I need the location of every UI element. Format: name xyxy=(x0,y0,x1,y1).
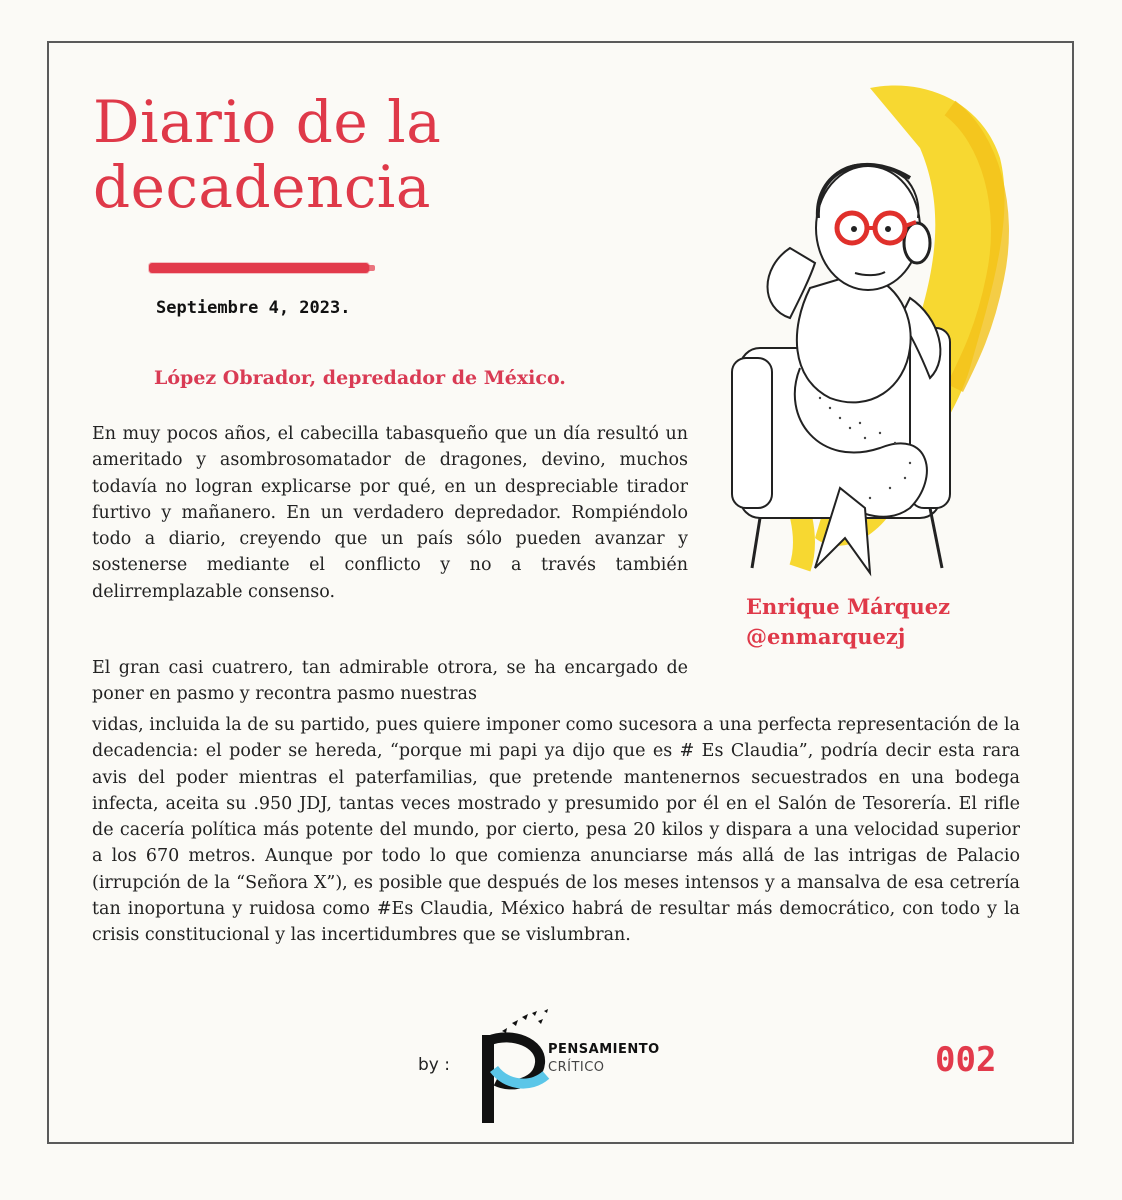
by-label: by : xyxy=(418,1055,450,1075)
title-line-2: decadencia xyxy=(93,152,431,221)
paragraph-1: En muy pocos años, el cabecilla tabasqueño que un día resultó un ameritado y asombrosomatador de dragones, devino, muchos todavía no logran explicarse por qué, en un despreciable tirador furtivo y mañanero. En un verdadero depredador. Rompiéndolo todo a diario, creyendo que un país sólo pueden avanzar y sostenerse mediante el conflicto y no a través también delirremplazable consenso. xyxy=(92,424,688,602)
paragraph-3: vidas, incluida la de su partido, pues quiere imponer como sucesora a una perfecta representación de la decadencia: el poder se hereda, “porque mi papi ya dijo que es # Es Claudia”, podría decir esta rara avis del poder mientras el paterfamilias, que pretende mantenernos secuestrados en una bodega infecta, aceita su .950 JDJ, tantas veces mostrado y presumido por él en el Salón de Tesorería. El rifle de cacería política más potente del mundo, por cierto, pesa 20 kilos y dispara a una velocidad superior a los 670 metros. Aunque por todo lo que comienza anunciarse más allá de las intrigas de Palacio (irrupción de la “Señora X”), es posible que después de los meses intensos y a mansalva de esa cetrería tan inoportuna y ruidosa como #Es Claudia, México habrá de resultar más democrático, con todo y la crisis constitucional y las incertidumbres que se vislumbran. xyxy=(92,715,1020,945)
brand-name-line-1: PENSAMIENTO xyxy=(548,1042,660,1057)
article-headline: López Obrador, depredador de México. xyxy=(154,367,566,389)
publication-date: Septiembre 4, 2023. xyxy=(156,298,351,318)
page-title xyxy=(93,90,633,220)
author-credit xyxy=(746,592,950,653)
paragraph-2: El gran casi cuatrero, tan admirable otrora, se ha encargado de poner en pasmo y recontra pasmo nuestras xyxy=(92,658,688,705)
brand-name-line-2: CRÍTICO xyxy=(548,1060,605,1075)
brush-stroke-divider xyxy=(149,263,369,273)
author-handle[interactable]: @enmarquezj xyxy=(746,624,906,650)
title-line-1: Diario de la xyxy=(93,88,442,156)
author-name: Enrique Márquez xyxy=(746,594,951,619)
issue-number: 002 xyxy=(935,1040,997,1080)
caricature-mermaid-illustration xyxy=(720,68,1020,588)
